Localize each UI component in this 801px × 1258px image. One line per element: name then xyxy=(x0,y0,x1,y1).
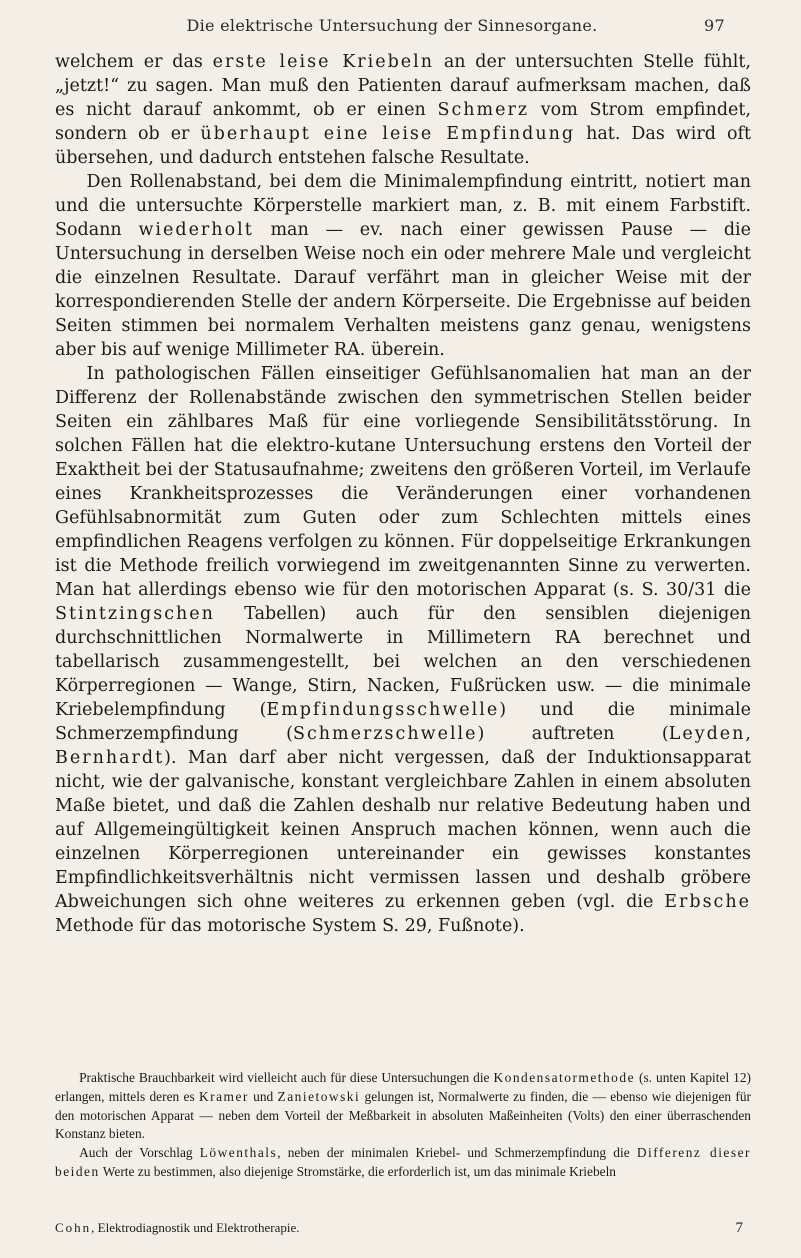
spaced-emphasis: Schmerz xyxy=(437,100,530,120)
spaced-emphasis: Differenz dieser beiden xyxy=(55,1145,751,1179)
text-run: ) auftreten ( xyxy=(477,724,669,744)
text-run: , neben der minimalen Kriebel- und Schmerzempfindung die xyxy=(277,1145,637,1161)
main-text xyxy=(55,50,751,938)
text-run: Praktische Brauchbarkeit wird vielleicht auch für diese Untersuchungen die xyxy=(79,1070,494,1085)
text-run: gelungen ist, Normalwerte zu finden, die — ebenso wie diejenigen für den motorischen Apparat — neben dem Vorteil der Meßbarkeit in absoluten Maßeinheiten (Volts) den einer überraschenden Konstanz bieten. xyxy=(55,1088,751,1142)
text-run: (s. unten Kapitel 12) erlangen, mittels deren es xyxy=(55,1070,751,1104)
text-run: an der untersuchten Stelle fühlt, „jetzt!“ zu sagen. Man muß den Patienten darauf aufmerksam machen, daß es nicht darauf ankommt, ob er einen xyxy=(55,52,752,120)
text-run: Auch der Vorschlag xyxy=(79,1145,200,1161)
footnote-text xyxy=(55,1069,751,1182)
footer-source xyxy=(55,1220,299,1236)
spaced-emphasis: Bernhardt xyxy=(55,748,165,768)
text-run: Werte zu bestimmen, also diejenige Stromstärke, die erforderlich ist, um das minimale Kriebeln xyxy=(99,1163,617,1179)
text-run: , xyxy=(745,724,751,744)
page-number: 97 xyxy=(704,16,725,35)
signature-mark: 7 xyxy=(735,1220,743,1236)
text-run: Den Rollenabstand, bei dem die Minimalempfindung eintritt, notiert man und die untersuchte Körperstelle markiert man, z. B. mit einem Farbstift. Sodann xyxy=(55,172,751,240)
spaced-emphasis: Kondensatormethode xyxy=(493,1070,636,1085)
paragraph xyxy=(55,362,751,938)
text-run: Methode für das motorische System S. 29, Fußnote). xyxy=(55,916,525,936)
footer-book: , Elektrodiagnostik und Elektrotherapie. xyxy=(91,1220,300,1235)
text-run: welchem er das xyxy=(55,52,213,72)
text-run: hat. Das wird oft übersehen, und dadurch entstehen falsche Resultate. xyxy=(55,124,751,168)
text-run: Tabellen) auch für den sensiblen diejenigen durchschnittlichen Normalwerte in Millimetern RA berechnet und tabellarisch zusammengestellt, bei welchen an den verschiedenen Körperregionen — Wange, Stirn, Nacken, Fußrücken usw. — die minimale Kriebelempfindung ( xyxy=(55,604,751,720)
text-run: ). Man darf aber nicht vergessen, daß der Induktionsapparat nicht, wie der galvanische, konstant vergleichbare Zahlen in einem absoluten Maße bietet, und daß die Zahlen deshalb nur relative Bedeutung haben und auf Allgemeingültigkeit keinen Anspruch machen können, wenn auch die einzelnen Körperregionen untereinander ein gewisses konstantes Empfindlichkeitsverhältnis nicht vermissen lassen und deshalb gröbere Abweichungen sich ohne weiteres zu erkennen geben (vgl. die xyxy=(55,748,751,912)
spaced-emphasis: Leyden xyxy=(668,724,746,744)
text-run: und xyxy=(248,1088,278,1104)
spaced-emphasis: Schmerzschwelle xyxy=(292,724,478,744)
running-title: Die elektrische Untersuchung der Sinnesorgane. xyxy=(186,16,598,35)
small-print-paragraph xyxy=(55,1144,751,1182)
spaced-emphasis: überhaupt eine leise Empfindung xyxy=(200,124,576,144)
spaced-emphasis: Löwenthals xyxy=(199,1145,278,1161)
spaced-emphasis: wiederholt xyxy=(138,220,254,240)
spaced-emphasis: Zanietowski xyxy=(277,1088,361,1104)
paragraph xyxy=(55,170,751,362)
footer-author: Cohn xyxy=(55,1220,92,1235)
spaced-emphasis: Stintzingschen xyxy=(55,604,215,624)
spaced-emphasis: Erbsche xyxy=(664,892,751,912)
text-run: In pathologischen Fällen einseitiger Gefühlsanomalien hat man an der Differenz der Rollenabstände zwischen den symmetrischen Stellen beider Seiten ein zählbares Maß für eine vorliegende Sensibilitätsstörung. In solchen Fällen hat die elektro-kutane Untersuchung erstens den Vorteil der Exaktheit bei der Statusaufnahme; zweitens den größeren Vorteil, im Verlaufe eines Krankheitsprozesses die Veränderungen einer vorhandenen Gefühlsabnormität zum Guten oder zum Schlechten mittels eines empfindlichen Reagens verfolgen zu können. Für doppelseitige Erkrankungen ist die Methode freilich vorwiegend im zweitgenannten Sinne zu verwerten. Man hat allerdings ebenso wie für den motorischen Apparat (s. S. 30/31 die xyxy=(55,364,751,600)
text-run: ) und die minimale Schmerzempfindung ( xyxy=(55,700,751,744)
text-run: man — ev. nach einer gewissen Pause — die Untersuchung in derselben Weise noch ein oder mehrere Male und vergleicht die einzelnen Resultate. Darauf verfährt man in gleicher Weise mit der korrespondierenden Stelle der andern Körperseite. Die Ergebnisse auf beiden Seiten stimmen bei normalem Verhalten meistens ganz genau, wenigstens aber bis auf wenige Millimeter RA. überein. xyxy=(55,220,751,360)
spaced-emphasis: Kramer xyxy=(198,1088,249,1104)
small-print-paragraph xyxy=(55,1069,751,1144)
spaced-emphasis: Empfindungsschwelle xyxy=(266,700,500,720)
paragraph xyxy=(55,50,751,170)
spaced-emphasis: erste leise Kriebeln xyxy=(212,52,435,72)
page-footer xyxy=(55,1220,743,1237)
running-header xyxy=(80,16,725,35)
text-run: vom Strom empfindet, sondern ob er xyxy=(55,100,751,144)
